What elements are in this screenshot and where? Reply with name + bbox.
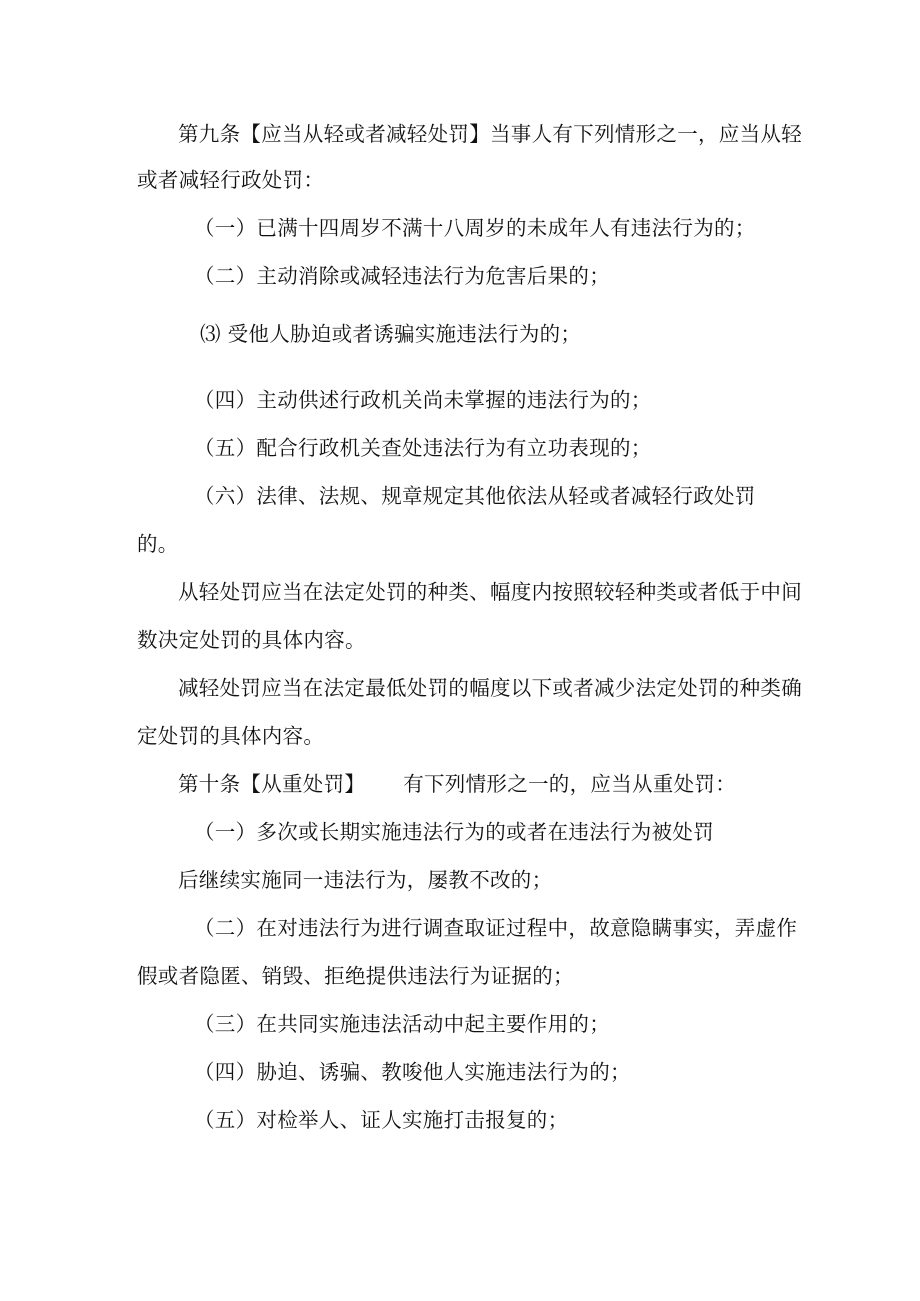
article10-heading <box>178 770 736 798</box>
article10-item-3: （三）在共同实施违法活动中起主要作用的； <box>194 1012 610 1036</box>
article9-item-2: （二）主动消除或减轻违法行为危害后果的； <box>194 264 610 288</box>
article10-item-4: （四）胁迫、诱骗、教唆他人实施违法行为的； <box>194 1060 631 1084</box>
article9-para1-line2: 数决定处罚的具体内容。 <box>137 628 366 652</box>
article10-item2-line2: 假或者隐匿、销毁、拒绝提供违法行为证据的； <box>137 964 574 988</box>
article10-item2-line1: （二）在对违法行为进行调查取证过程中，故意隐瞒事实，弄虚作 <box>194 916 798 940</box>
article9-item-3: ⑶ 受他人胁迫或者诱骗实施违法行为的； <box>200 322 582 346</box>
article9-item-6-cont: 的。 <box>137 532 179 556</box>
article10-item-5: （五）对检举人、证人实施打击报复的； <box>194 1108 569 1132</box>
article9-para1-line1: 从轻处罚应当在法定处罚的种类、幅度内按照较轻种类或者低于中间 <box>178 580 802 604</box>
article10-heading-text: 有下列情形之一的，应当从重处罚： <box>403 772 737 796</box>
article9-heading-cont: 或者减轻行政处罚： <box>137 168 325 192</box>
article9-item-5: （五）配合行政机关查处违法行为有立功表现的； <box>194 436 652 460</box>
article9-item-6: （六）法律、法规、规章规定其他依法从轻或者减轻行政处罚 <box>194 484 756 508</box>
article9-para2-line2: 定处罚的具体内容。 <box>137 724 325 748</box>
article10-heading-title: 第十条【从重处罚】 <box>178 772 366 796</box>
article9-para2-line1: 减轻处罚应当在法定最低处罚的幅度以下或者减少法定处罚的种类确 <box>178 676 802 700</box>
article9-item-4: （四）主动供述行政机关尚未掌握的违法行为的； <box>194 388 652 412</box>
article10-item1-line1: （一）多次或长期实施违法行为的或者在违法行为被处罚 <box>194 820 714 844</box>
article10-item1-line2: 后继续实施同一违法行为，屡教不改的； <box>178 868 553 892</box>
article9-heading: 第九条【应当从轻或者减轻处罚】当事人有下列情形之一，应当从轻 <box>178 122 802 146</box>
article9-item-1: （一）已满十四周岁不满十八周岁的未成年人有违法行为的； <box>194 216 756 240</box>
